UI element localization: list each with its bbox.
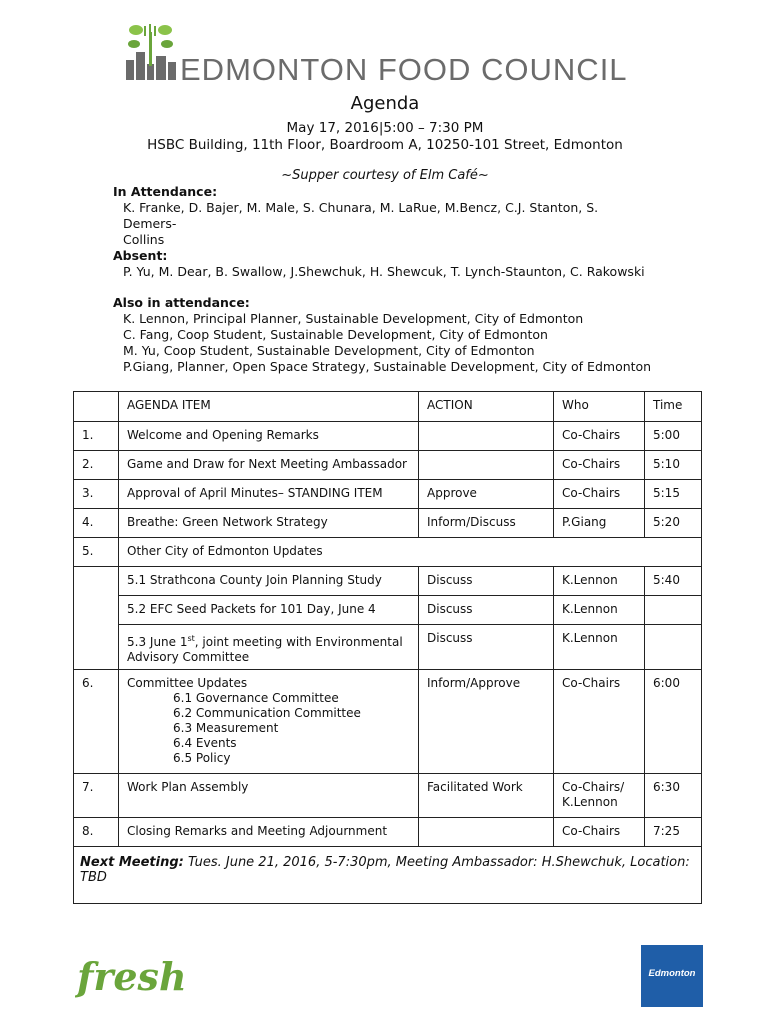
item-text: , joint meeting with Environmental <box>194 635 403 649</box>
action-cell: Discuss <box>419 625 554 670</box>
header-cell: AGENDA ITEM <box>119 392 419 422</box>
also-attendance-line: C. Fang, Coop Student, Sustainable Development, City of Edmonton <box>123 327 548 342</box>
agenda-item: Approval of April Minutes– STANDING ITEM <box>119 480 419 509</box>
table-row <box>74 625 702 670</box>
time-cell: 6:00 <box>645 670 702 774</box>
item-number: 1. <box>74 422 119 451</box>
next-meeting-cell <box>74 847 702 904</box>
action-cell: Discuss <box>419 567 554 596</box>
action-cell: Facilitated Work <box>419 774 554 818</box>
table-row <box>74 422 702 451</box>
attendance-section <box>113 184 653 248</box>
who-cell: K.Lennon <box>554 625 645 670</box>
time-cell: 6:30 <box>645 774 702 818</box>
also-attendance-line: P.Giang, Planner, Open Space Strategy, Sustainable Development, City of Edmonton <box>123 359 652 374</box>
supper-note: ~Supper courtesy of Elm Café~ <box>281 168 489 183</box>
agenda-item: 5.1 Strathcona County Join Planning Study <box>119 567 419 596</box>
also-attendance-label: Also in attendance: <box>113 295 250 310</box>
next-meeting-row <box>74 847 702 904</box>
time-cell: 5:00 <box>645 422 702 451</box>
agenda-item: Other City of Edmonton Updates <box>119 538 702 567</box>
table-row <box>74 509 702 538</box>
agenda-item: Welcome and Opening Remarks <box>119 422 419 451</box>
item-number: 6. <box>74 670 119 774</box>
who-text: K.Lennon <box>562 795 618 809</box>
sub-item: 6.3 Measurement <box>173 721 279 735</box>
agenda-table <box>73 391 702 904</box>
next-meeting-text: Tues. June 21, 2016, 5-7:30pm, Meeting Ambassador: H.Shewchuk, Location: TBD <box>80 855 690 885</box>
sub-item: 6.2 Communication Committee <box>173 706 361 720</box>
who-cell: Co-Chairs <box>554 480 645 509</box>
item-text: Committee Updates <box>127 676 248 690</box>
agenda-item: Closing Remarks and Meeting Adjournment <box>119 818 419 847</box>
absent-section <box>113 248 653 280</box>
header-cell: Time <box>645 392 702 422</box>
item-number: 5. <box>74 538 119 567</box>
item-number: 3. <box>74 480 119 509</box>
time-cell: 5:10 <box>645 451 702 480</box>
also-attendance-line: M. Yu, Coop Student, Sustainable Development, City of Edmonton <box>123 343 535 358</box>
item-number: 2. <box>74 451 119 480</box>
table-row <box>74 451 702 480</box>
agenda-item: Breathe: Green Network Strategy <box>119 509 419 538</box>
agenda-item: Game and Draw for Next Meeting Ambassador <box>119 451 419 480</box>
action-cell: Inform/Approve <box>419 670 554 774</box>
page-title: Agenda <box>350 93 420 114</box>
empty-cell <box>74 567 119 596</box>
action-cell: Inform/Discuss <box>419 509 554 538</box>
who-cell <box>554 774 645 818</box>
city-logo-text: Edmonton <box>648 968 696 979</box>
attendance-line: K. Franke, D. Bajer, M. Male, S. Chunara, M. LaRue, M.Bencz, C.J. Stanton, S. Demers- <box>123 200 599 231</box>
agenda-item: Work Plan Assembly <box>119 774 419 818</box>
attendance-label: In Attendance: <box>113 184 218 199</box>
time-cell: 5:40 <box>645 567 702 596</box>
empty-cell <box>74 625 119 670</box>
table-row <box>74 774 702 818</box>
table-row <box>74 596 702 625</box>
action-cell <box>419 451 554 480</box>
fresh-logo-text: fresh <box>77 954 187 999</box>
table-row <box>74 538 702 567</box>
next-meeting-label: Next Meeting: <box>80 855 184 870</box>
sub-item: 6.4 Events <box>173 736 237 750</box>
who-cell: Co-Chairs <box>554 451 645 480</box>
item-number: 4. <box>74 509 119 538</box>
time-cell: 7:25 <box>645 818 702 847</box>
who-cell: K.Lennon <box>554 567 645 596</box>
table-row <box>74 480 702 509</box>
time-cell: 5:20 <box>645 509 702 538</box>
agenda-item <box>119 670 419 774</box>
item-text: 5.3 June 1 <box>127 635 188 649</box>
city-of-edmonton-logo <box>641 945 703 1007</box>
sub-item: 6.1 Governance Committee <box>173 691 339 705</box>
agenda-item <box>119 625 419 670</box>
table-row <box>74 818 702 847</box>
action-cell <box>419 818 554 847</box>
item-number: 8. <box>74 818 119 847</box>
meeting-location: HSBC Building, 11th Floor, Boardroom A, 10250-101 Street, Edmonton <box>147 137 623 153</box>
fresh-logo <box>75 952 195 1002</box>
action-cell: Discuss <box>419 596 554 625</box>
item-number: 7. <box>74 774 119 818</box>
time-cell: 5:15 <box>645 480 702 509</box>
table-row <box>74 670 702 774</box>
header-cell: Who <box>554 392 645 422</box>
sub-item: 6.5 Policy <box>173 751 231 765</box>
time-cell <box>645 596 702 625</box>
also-attendance-line: K. Lennon, Principal Planner, Sustainable Development, City of Edmonton <box>123 311 584 326</box>
absent-line: P. Yu, M. Dear, B. Swallow, J.Shewchuk, H. Shewcuk, T. Lynch-Staunton, C. Rakowski <box>123 264 645 279</box>
action-cell <box>419 422 554 451</box>
header-cell: ACTION <box>419 392 554 422</box>
who-cell: K.Lennon <box>554 596 645 625</box>
header-cell <box>74 392 119 422</box>
who-cell: P.Giang <box>554 509 645 538</box>
empty-cell <box>74 596 119 625</box>
table-header-row <box>74 392 702 422</box>
who-cell: Co-Chairs <box>554 670 645 774</box>
time-cell <box>645 625 702 670</box>
org-name: EDMONTON FOOD COUNCIL <box>180 52 628 87</box>
meeting-date: May 17, 2016|5:00 – 7:30 PM <box>286 120 484 136</box>
action-cell: Approve <box>419 480 554 509</box>
who-cell: Co-Chairs <box>554 422 645 451</box>
agenda-item: 5.2 EFC Seed Packets for 101 Day, June 4 <box>119 596 419 625</box>
ordinal-suffix: st <box>187 634 195 643</box>
who-cell: Co-Chairs <box>554 818 645 847</box>
table-row <box>74 567 702 596</box>
who-text: Co-Chairs/ <box>562 780 625 794</box>
absent-label: Absent: <box>113 248 168 263</box>
item-text: Advisory Committee <box>127 650 250 664</box>
also-attendance-section <box>113 295 653 375</box>
attendance-line: Collins <box>123 232 165 247</box>
